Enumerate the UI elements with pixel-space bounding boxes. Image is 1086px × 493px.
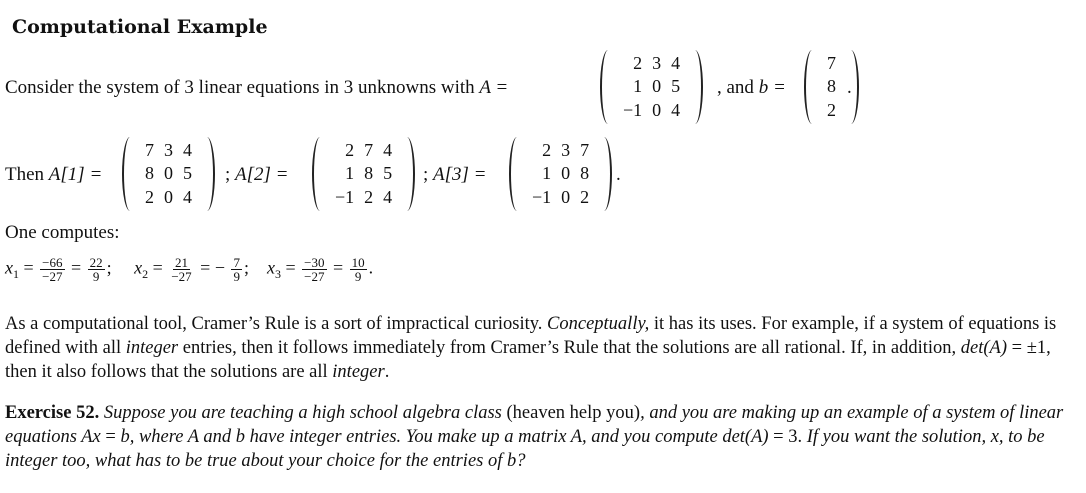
matrix-a1-entries: [138, 137, 199, 211]
matrix-entry: 2: [827, 99, 836, 120]
x2-sub: 2: [142, 267, 149, 282]
x1-fraction-2: [88, 256, 105, 283]
para-text: = ±1, then it also follows that the solutions are all: [5, 338, 1051, 382]
matrix-entry: 0: [164, 163, 173, 184]
matrix-entry: 8: [827, 76, 836, 97]
and-b-text: [717, 77, 786, 99]
matrix-entry: 3: [652, 53, 662, 73]
exercise-text: where A and b have integer entries. You make up a matrix A, and you compute: [138, 427, 718, 447]
matrix-entry: 8: [580, 163, 590, 184]
exercise-text: Suppose you are teaching a high school algebra class: [103, 403, 502, 423]
matrix-entry: 1: [345, 163, 355, 184]
para-math: det(A): [960, 338, 1008, 358]
x1-var: x: [5, 257, 13, 278]
para-text: As a computational tool, Cramer’s Rule is a sort of impractical curiosity.: [5, 314, 543, 334]
computes-label: One computes:: [5, 222, 120, 243]
matrix-entry: 0: [561, 186, 571, 207]
matrix-entry: 2: [364, 186, 374, 207]
denominator: −27: [171, 269, 192, 284]
matrix-entry: 5: [183, 163, 192, 184]
para-emph: integer: [332, 362, 385, 382]
para-text: .: [384, 362, 390, 382]
left-paren: [312, 137, 328, 211]
a3-label-group: [423, 164, 487, 186]
equals: =: [71, 257, 82, 278]
exercise-text: , and you are making up an example of a system of linear equations: [5, 403, 1064, 447]
exercise-aside: (heaven help you): [506, 403, 641, 423]
matrix-entry: 8: [145, 163, 154, 184]
and-word: , and: [717, 77, 754, 98]
exercise-math: Ax: [81, 427, 101, 447]
exercise-math: b,: [120, 427, 135, 447]
matrix-entry: 0: [652, 76, 662, 97]
a-label: A =: [479, 77, 509, 98]
matrix-entry: 3: [164, 140, 173, 160]
section-title: Computational Example: [12, 16, 268, 38]
matrix-entry: 1: [633, 76, 643, 97]
x2-var: x: [134, 257, 143, 278]
then-period: .: [616, 164, 621, 185]
semicolon: ;: [243, 257, 249, 278]
matrix-entry: 3: [561, 140, 571, 160]
right-paren: [596, 137, 612, 211]
numerator: 21: [175, 255, 188, 270]
then-a1-label: [5, 164, 102, 186]
matrix-entry: 2: [345, 140, 355, 160]
matrix-a3: [509, 137, 612, 211]
equals: =: [23, 257, 34, 278]
denominator: 9: [233, 269, 240, 284]
matrix-entry: 4: [183, 186, 192, 207]
matrix-a-entries: [616, 50, 687, 124]
right-paren: [199, 137, 215, 211]
numerator: −30: [304, 255, 325, 270]
para-text: it has its uses. For example, if a system of equations is defined with all: [5, 314, 1057, 358]
right-paren: [687, 50, 703, 124]
matrix-entry: 7: [145, 140, 154, 160]
denominator: 9: [92, 269, 100, 284]
a3-label: A[3] =: [433, 164, 487, 185]
matrix-entry: 2: [145, 186, 154, 207]
cramer-paragraph: [5, 312, 1075, 384]
x3-sub: 3: [275, 267, 281, 282]
matrix-entry: 7: [364, 140, 374, 160]
matrix-entry: 2: [542, 140, 552, 160]
matrix-entry: 7: [827, 53, 836, 73]
denominator: −27: [304, 269, 325, 284]
left-paren: [122, 137, 138, 211]
exercise-math: = 3.: [773, 427, 803, 447]
x3-fraction-2: [350, 256, 367, 283]
matrix-entry: −1: [623, 99, 643, 120]
matrix-a3-entries: [525, 137, 596, 211]
left-paren: [600, 50, 616, 124]
para-emph: Conceptually,: [547, 314, 650, 334]
separator: ;: [423, 164, 429, 185]
intro-text: [5, 77, 508, 99]
matrix-entry: −1: [335, 186, 355, 207]
matrix-entry: 0: [561, 163, 571, 184]
para-emph: integer: [125, 338, 179, 358]
matrix-entry: 4: [383, 140, 393, 160]
matrix-entry: 8: [364, 163, 374, 184]
exercise-52: [5, 401, 1075, 473]
x2-fraction-1: [169, 256, 193, 283]
x1-sub: 1: [13, 267, 19, 282]
matrix-entry: 5: [383, 163, 393, 184]
a1-label: A[1] =: [48, 164, 103, 185]
exercise-math: =: [105, 427, 116, 447]
intro-period: .: [847, 77, 852, 98]
matrix-entry: −1: [532, 186, 552, 207]
matrix-entry: 5: [671, 76, 681, 97]
equals: =: [152, 257, 163, 278]
matrix-entry: 4: [183, 140, 192, 160]
matrix-entry: 4: [383, 186, 393, 207]
x2-fraction-2: [231, 256, 242, 283]
matrix-a2: [312, 137, 415, 211]
matrix-a2-entries: [328, 137, 399, 211]
right-paren: [399, 137, 415, 211]
x1-fraction-1: [40, 256, 64, 283]
matrix-entry: 4: [671, 53, 681, 73]
numerator: 22: [89, 255, 103, 270]
exercise-text: If you want the solution, x, to be integer too, what has to be true about your choice for the entries of b?: [5, 427, 1045, 471]
matrix-entry: 7: [580, 140, 590, 160]
exercise-math: det(A): [722, 427, 769, 447]
denominator: 9: [354, 269, 362, 284]
matrix-entry: 1: [542, 163, 552, 184]
equals: =: [285, 257, 296, 278]
matrix-entry: 0: [652, 99, 662, 120]
x3-var: x: [267, 257, 275, 278]
left-paren: [509, 137, 525, 211]
vector-b-entries: [820, 50, 843, 124]
equals: =: [333, 257, 344, 278]
numerator: −66: [42, 255, 63, 270]
para-text: entries, then it follows immediately from Cramer’s Rule that the solutions are all rational. If, in addition,: [182, 338, 957, 358]
exercise-label: Exercise 52.: [5, 403, 100, 423]
period: .: [368, 257, 374, 278]
matrix-entry: 2: [633, 53, 643, 73]
matrix-a: [600, 50, 703, 124]
matrix-entry: 2: [580, 186, 590, 207]
numerator: 10: [351, 255, 365, 270]
a2-label: A[2] =: [235, 164, 289, 185]
a2-label-group: [225, 164, 289, 186]
matrix-a1: [122, 137, 215, 211]
intro-sentence: Consider the system of 3 linear equations in 3 unknowns with: [5, 77, 475, 98]
equals-negative: = −: [200, 257, 225, 278]
solution-line: [5, 256, 373, 283]
semicolon: ;: [106, 257, 112, 278]
numerator: 7: [233, 255, 240, 270]
matrix-entry: 4: [671, 99, 681, 120]
matrix-entry: 0: [164, 186, 173, 207]
left-paren: [804, 50, 820, 124]
x3-fraction-1: [302, 256, 326, 283]
then-word: Then: [5, 164, 45, 185]
b-label: b =: [758, 77, 786, 98]
denominator: −27: [42, 269, 63, 284]
separator: ;: [225, 164, 231, 185]
